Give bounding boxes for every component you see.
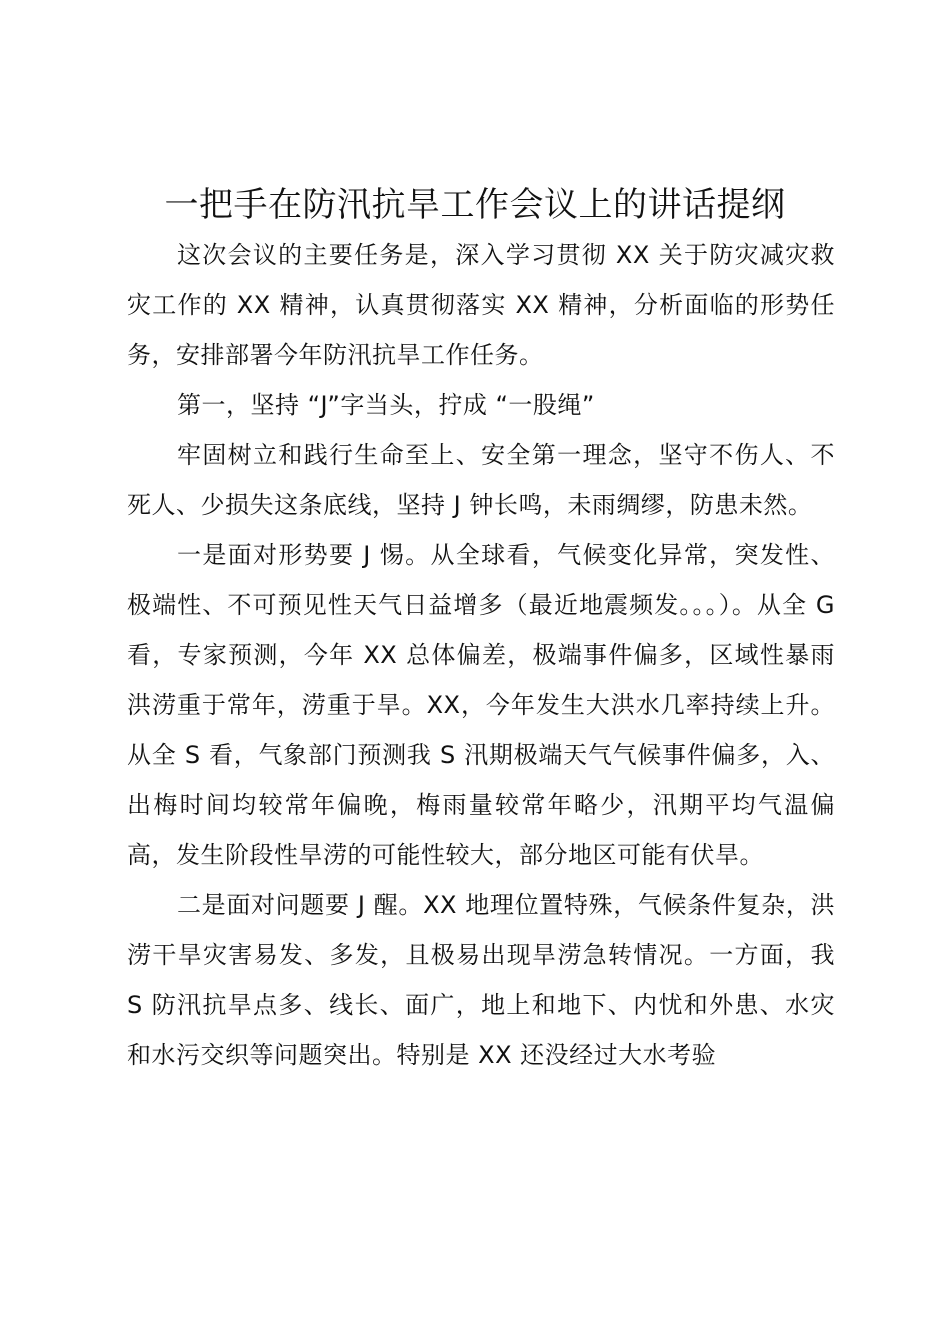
paragraph-principle: 牢固树立和践行生命至上、安全第一理念，坚守不伤人、不死人、少损失这条底线，坚持 J 钟长鸣，未雨绸缪，防患未然。 bbox=[127, 441, 835, 519]
paragraph-heading-first: 第一，坚持 “J”字当头，拧成 “一股绳” bbox=[177, 391, 595, 419]
document-body bbox=[127, 230, 835, 1080]
paragraph-situation: 一是面对形势要 J 惕。从全球看，气候变化异常，突发性、极端性、不可预见性天气日益增多（最近地震频发。。。）。从全 G 看，专家预测，今年 XX 总体偏差，极端事件偏多，区域性暴雨洪涝重于常年，涝重于旱。XX，今年发生大洪水几率持续上升。从全 S 看，气象部门预测我 S 汛期极端天气气候事件偏多，入、出梅时间均较常年偏晚，梅雨量较常年略少，汛期平均气温偏高，发生阶段性旱涝的可能性较大，部分地区可能有伏旱。 bbox=[127, 541, 835, 869]
paragraph-problems: 二是面对问题要 J 醒。XX 地理位置特殊，气候条件复杂，洪涝干旱灾害易发、多发，且极易出现旱涝急转情况。一方面，我 S 防汛抗旱点多、线长、面广，地上和地下、内忧和外患、水灾和水污交织等问题突出。特别是 XX 还没经过大水考验 bbox=[127, 891, 835, 1069]
document-title: 一把手在防汛抗旱工作会议上的讲话提纲 bbox=[164, 185, 786, 225]
paragraph-intro: 这次会议的主要任务是，深入学习贯彻 XX 关于防灾减灾救灾工作的 XX 精神，认真贯彻落实 XX 精神，分析面临的形势任务，安排部署今年防汛抗旱工作任务。 bbox=[127, 241, 835, 369]
